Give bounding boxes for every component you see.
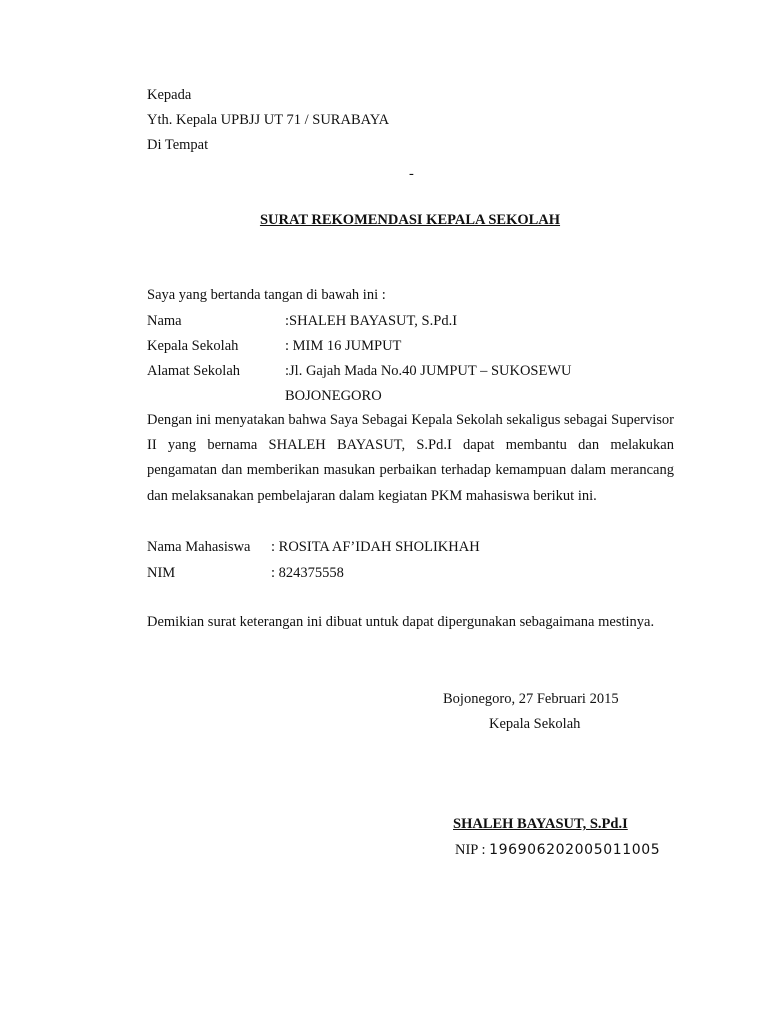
statement-paragraph: Dengan ini menyatakan bahwa Saya Sebagai Kepala Sekolah sekaligus sebagai Supervisor II yang bernama SHALEH BAYASUT, S.Pd.I dapat membantu dan melakukan pengamatan dan memberikan masukan perbaikan terhadap kemampuan dalam merancang dan melaksanakan pembelajaran dalam kegiatan PKM mahasiswa berikut ini.: [147, 412, 674, 504]
signatory-name: SHALEH BAYASUT, S.Pd.I: [453, 816, 628, 832]
alamat-sekolah-value: :Jl. Gajah Mada No.40 JUMPUT – SUKOSEWU: [285, 363, 572, 379]
nip-label: NIP :: [455, 842, 486, 858]
nama-label: Nama: [147, 313, 182, 329]
place-date: Bojonegoro, 27 Februari 2015: [443, 691, 619, 707]
nim-label: NIM: [147, 565, 176, 581]
recipient-line-1: Kepada: [147, 87, 192, 103]
student-name-label: Nama Mahasiswa: [147, 539, 251, 555]
nip-value: 196906202005011005: [489, 842, 661, 858]
nip-line: [455, 841, 660, 859]
intro-text: Saya yang bertanda tangan di bawah ini :: [147, 287, 386, 303]
alamat-sekolah-value-2: BOJONEGORO: [285, 388, 382, 404]
alamat-sekolah-label: Alamat Sekolah: [147, 363, 241, 379]
closing-paragraph: Demikian surat keterangan ini dibuat untuk dapat dipergunakan sebagaimana mestinya.: [147, 614, 655, 630]
letter-title: SURAT REKOMENDASI KEPALA SEKOLAH: [259, 212, 561, 228]
signatory-role: Kepala Sekolah: [489, 716, 581, 732]
nim-value: : 824375558: [271, 565, 344, 581]
nama-value: :SHALEH BAYASUT, S.Pd.I: [285, 313, 458, 329]
recipient-line-3: Di Tempat: [147, 137, 209, 153]
kepala-sekolah-label: Kepala Sekolah: [147, 338, 239, 354]
dash-mark: -: [409, 166, 414, 182]
kepala-sekolah-value: : MIM 16 JUMPUT: [285, 338, 402, 354]
student-name-value: : ROSITA AF’IDAH SHOLIKHAH: [271, 539, 480, 555]
recipient-line-2: Yth. Kepala UPBJJ UT 71 / SURABAYA: [147, 112, 390, 128]
